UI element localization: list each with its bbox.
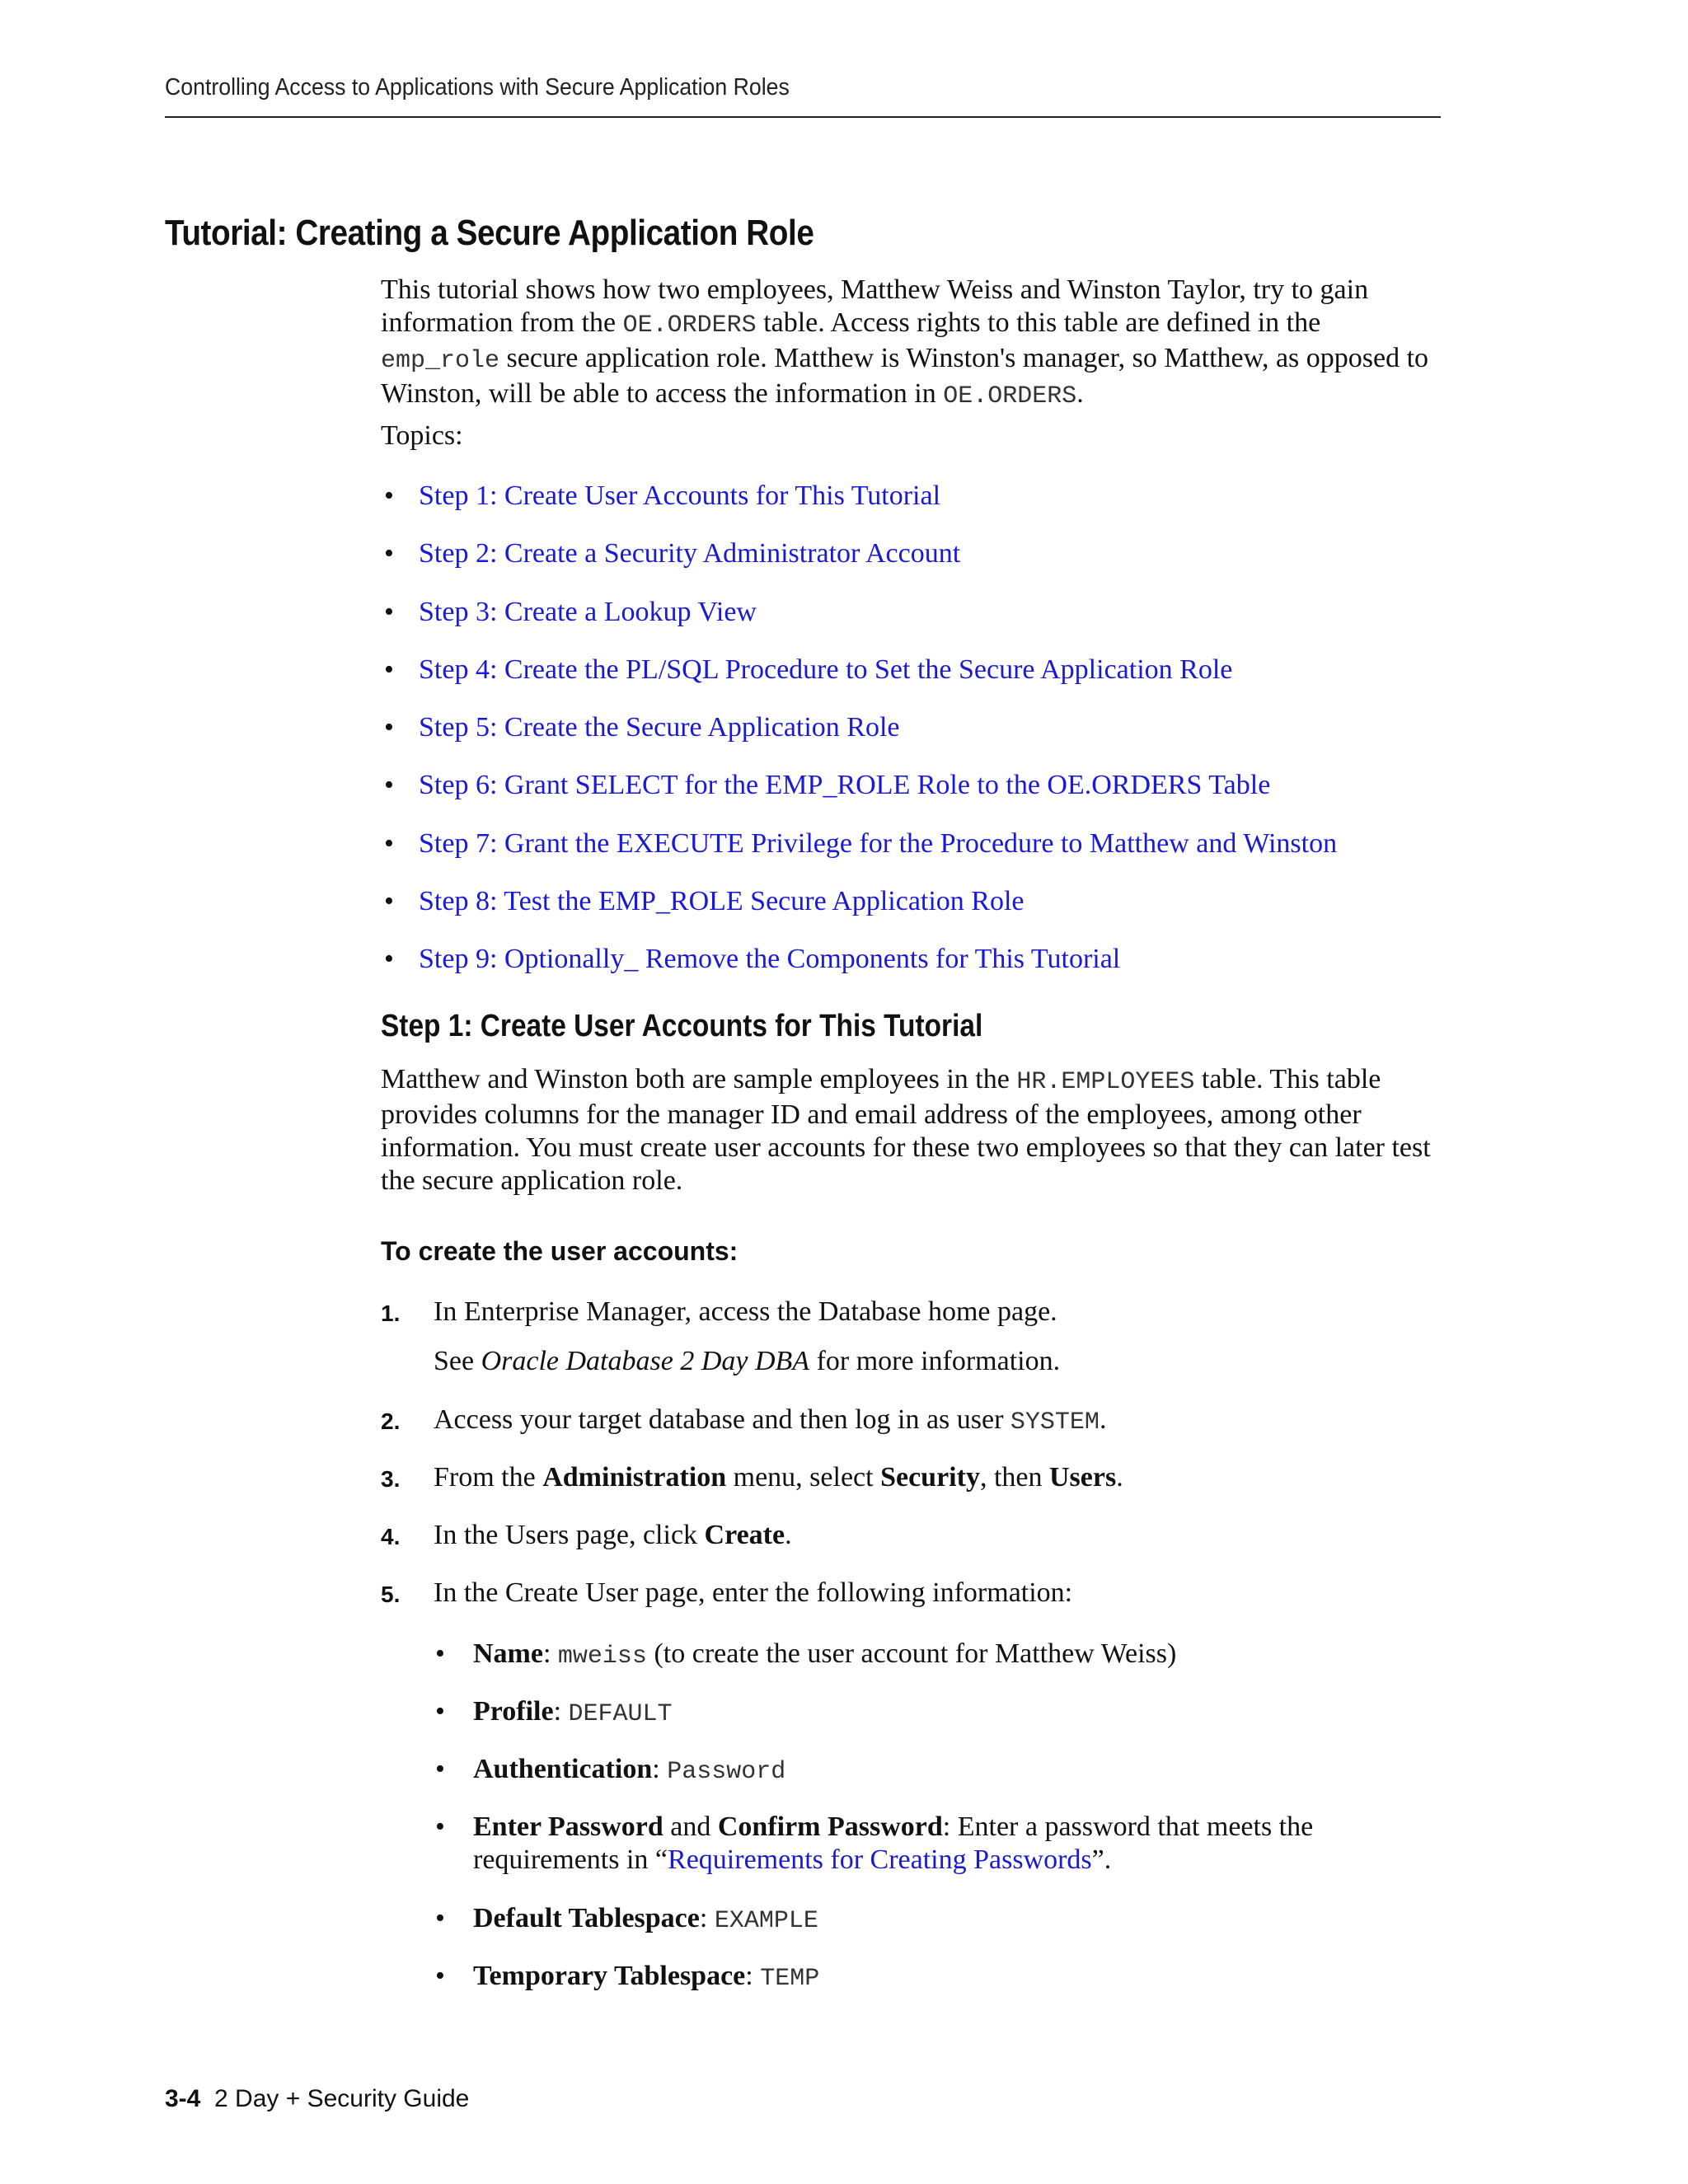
intro-code-emp-role: emp_role — [381, 347, 500, 375]
section-heading-step-1: Step 1: Create User Accounts for This Tutorial — [381, 1009, 983, 1043]
bullet-icon: • — [435, 1811, 445, 1842]
bullet-icon: • — [384, 712, 394, 743]
intro-text-1: This tutorial shows how two employees, Matthew Weiss and Winston Taylor, try to gain information from the — [381, 274, 1369, 338]
topic-link-step-5[interactable]: Step 5: Create the Secure Application Role — [419, 712, 900, 743]
bullet-icon: • — [384, 480, 394, 511]
bullet-icon: • — [435, 1754, 445, 1784]
field-value: DEFAULT — [568, 1700, 673, 1728]
step-number: 3. — [381, 1466, 401, 1492]
step1-code-hr-employees: HR.EMPLOYEES — [1016, 1068, 1195, 1096]
bullet-icon: • — [384, 538, 394, 569]
field-label: Name — [473, 1638, 543, 1669]
topic-link-step-8[interactable]: Step 8: Test the EMP_ROLE Secure Application Role — [419, 886, 1025, 917]
intro-code-oe-orders: OE.ORDERS — [622, 312, 757, 340]
intro-text-2: table. Access rights to this table are defined in the — [756, 307, 1321, 338]
bullet-icon: • — [384, 596, 394, 627]
topic-link-step-3[interactable]: Step 3: Create a Lookup View — [419, 596, 757, 627]
step-text — [434, 1519, 1439, 1552]
code-system-user: SYSTEM — [1010, 1408, 1100, 1436]
intro-paragraph-block — [381, 274, 1436, 413]
step-number: 1. — [381, 1301, 401, 1326]
intro-paragraph — [381, 274, 1436, 413]
bullet-icon: • — [384, 827, 394, 859]
topic-link-step-1[interactable]: Step 1: Create User Accounts for This Tutorial — [419, 480, 941, 511]
intro-code-oe-orders-2: OE.ORDERS — [943, 382, 1077, 410]
step-number: 5. — [381, 1582, 401, 1607]
field-label: Authentication — [473, 1754, 653, 1784]
step-text: In the Create User page, enter the following information: — [434, 1577, 1073, 1608]
step-text-part: . — [1099, 1404, 1107, 1435]
topic-link-step-9[interactable]: Step 9: Optionally_ Remove the Components for This Tutorial — [419, 944, 1121, 975]
book-title: Oracle Database 2 Day DBA — [481, 1346, 810, 1376]
step-text — [434, 1404, 1439, 1439]
step-text — [434, 1461, 1439, 1494]
field-auth-text — [473, 1753, 1421, 1788]
page-footer — [165, 2085, 469, 2113]
topic-link-step-6[interactable]: Step 6: Grant SELECT for the EMP_ROLE Role to the OE.ORDERS Table — [419, 770, 1271, 801]
password-requirements-link[interactable]: Requirements for Creating Passwords — [668, 1844, 1092, 1875]
step-text-part: , then — [979, 1462, 1049, 1493]
step-number: 4. — [381, 1524, 401, 1549]
step-text-part: . — [1116, 1462, 1123, 1493]
topic-link-step-4[interactable]: Step 4: Create the PL/SQL Procedure to Set the Secure Application Role — [419, 654, 1233, 685]
step1-paragraph-block — [381, 1063, 1436, 1197]
field-label: Confirm Password — [717, 1811, 943, 1842]
field-temp-ts-text — [473, 1960, 1421, 1995]
field-label: Enter Password — [473, 1811, 663, 1842]
field-separator: : — [542, 1638, 558, 1669]
field-label: Profile — [473, 1696, 554, 1727]
menu-users: Users — [1048, 1462, 1117, 1493]
create-button-label: Create — [704, 1520, 785, 1550]
field-description-end: ”. — [1091, 1844, 1112, 1875]
field-password-text — [473, 1811, 1421, 1877]
running-header: Controlling Access to Applications with Secure Application Roles — [165, 74, 790, 101]
step1-paragraph — [381, 1063, 1436, 1197]
header-rule — [165, 116, 1441, 118]
field-value: Password — [667, 1758, 786, 1786]
step-text-part: In the Users page, click — [434, 1520, 705, 1550]
step-text-part: . — [785, 1520, 792, 1550]
procedure-heading: To create the user accounts: — [381, 1236, 738, 1266]
step-text-part: From the — [434, 1462, 543, 1493]
field-note: (to create the user account for Matthew Weiss) — [646, 1638, 1177, 1669]
page-title: Tutorial: Creating a Secure Application Role — [165, 213, 814, 253]
bullet-icon: • — [384, 770, 394, 801]
bullet-icon: • — [384, 944, 394, 975]
field-label: Temporary Tablespace — [473, 1961, 746, 1991]
field-value: TEMP — [760, 1965, 820, 1993]
field-label: Default Tablespace — [473, 1903, 700, 1933]
page-number: 3-4 — [165, 2085, 201, 2112]
topic-link-step-2[interactable]: Step 2: Create a Security Administrator Account — [419, 538, 961, 569]
bullet-icon: • — [435, 1903, 445, 1933]
bullet-icon: • — [384, 886, 394, 917]
field-separator: : — [745, 1961, 761, 1991]
step-text-part: menu, select — [726, 1462, 881, 1493]
field-profile-text — [473, 1695, 1421, 1731]
field-value: mweiss — [557, 1643, 647, 1671]
field-conjunction: and — [663, 1811, 718, 1842]
field-default-ts-text — [473, 1902, 1421, 1938]
book-title-footer: 2 Day + Security Guide — [214, 2085, 470, 2112]
menu-administration: Administration — [542, 1462, 727, 1493]
step-number: 2. — [381, 1408, 401, 1434]
step-text-part: Access your target database and then log in as user — [434, 1404, 1010, 1435]
field-name-text — [473, 1638, 1421, 1673]
see-suffix: for more information. — [809, 1346, 1061, 1376]
intro-text-3: secure application role. Matthew is Winston's manager, so Matthew, as opposed to Winston, will be able to access the information in — [381, 343, 1429, 409]
menu-security: Security — [880, 1462, 980, 1493]
step1-text-2: table. This table provides columns for the manager ID and email address of the employees, among other information. You must create user accounts for these two employees so that they can later test the secure application role. — [381, 1064, 1431, 1196]
field-value: EXAMPLE — [714, 1907, 818, 1935]
bullet-icon: • — [384, 654, 394, 685]
topic-link-step-7[interactable]: Step 7: Grant the EXECUTE Privilege for the Procedure to Matthew and Winston — [419, 827, 1338, 859]
see-also-note — [434, 1345, 1439, 1378]
step1-text-1: Matthew and Winston both are sample employees in the — [381, 1064, 1017, 1094]
step-text: In Enterprise Manager, access the Database home page. — [434, 1296, 1057, 1327]
bullet-icon: • — [435, 1696, 445, 1727]
topics-label: Topics: — [381, 420, 463, 451]
bullet-icon: • — [435, 1961, 445, 1991]
bullet-icon: • — [435, 1638, 445, 1669]
field-separator: : — [699, 1903, 715, 1933]
field-separator: : — [652, 1754, 668, 1784]
intro-text-4: . — [1076, 378, 1084, 409]
see-prefix: See — [434, 1346, 481, 1376]
field-separator: : — [553, 1696, 569, 1727]
field-description: : Enter a password that meets the requirements in “ — [473, 1811, 1314, 1875]
